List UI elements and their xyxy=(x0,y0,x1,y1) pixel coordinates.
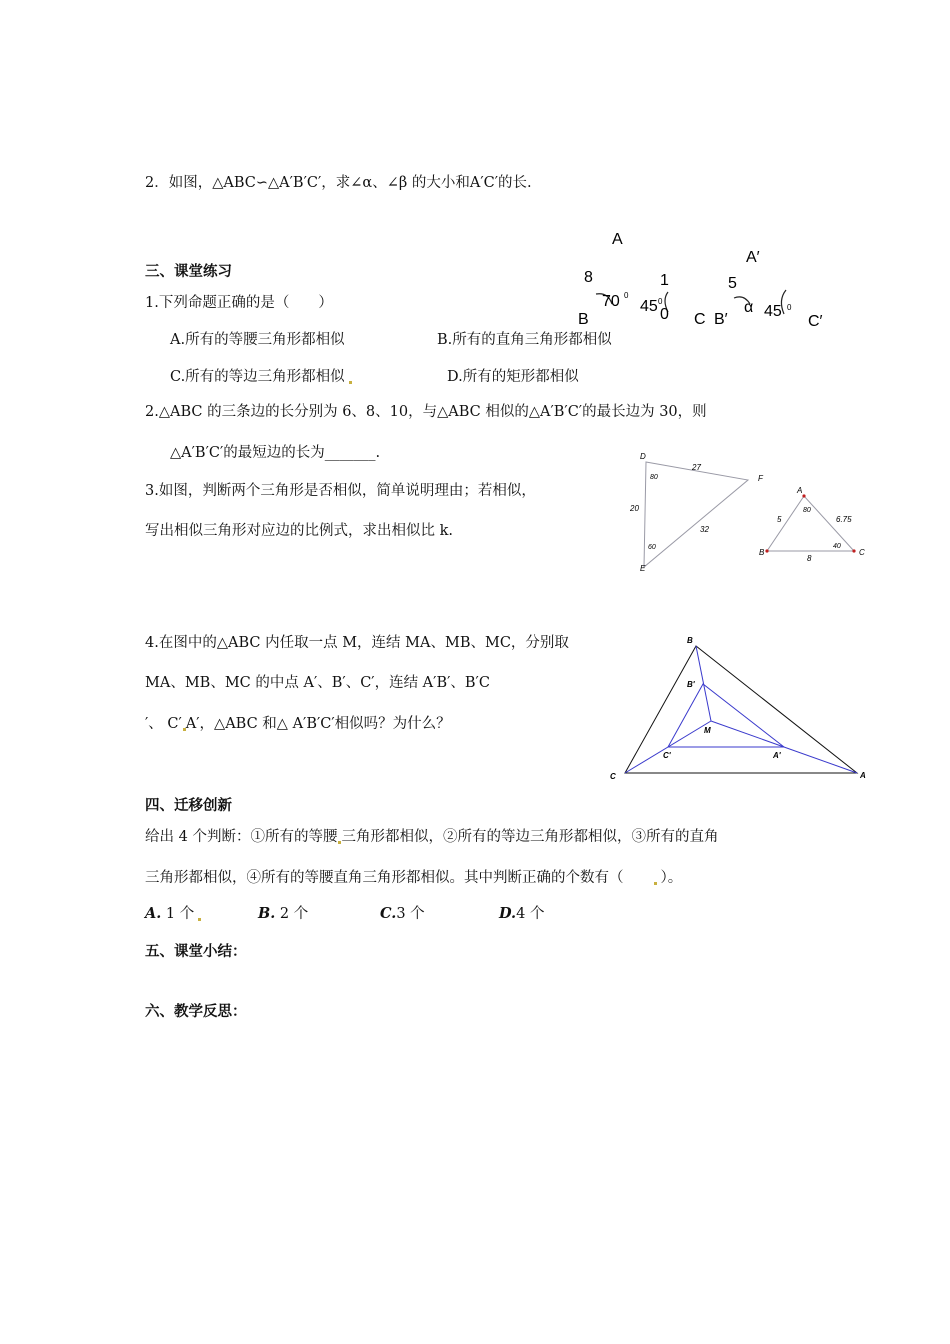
label-A: A xyxy=(860,771,866,780)
exercise-4-line-3 xyxy=(145,715,451,733)
option-b-letter: B. xyxy=(258,905,276,922)
label-side-10-b: 0 xyxy=(660,306,669,323)
exercise-1: 1.下列命题正确的是（ ） xyxy=(145,295,333,311)
marker-dot xyxy=(198,918,201,921)
label-side-10-a: 1 xyxy=(660,272,669,289)
triangles-def-abc-figure xyxy=(620,445,880,575)
point-C xyxy=(852,549,855,552)
option-d-text: 4 个 xyxy=(516,906,545,922)
label-A-prime: A′ xyxy=(746,249,760,266)
label-F: F xyxy=(758,474,763,483)
section-4-title: 四、迁移创新 xyxy=(145,798,232,814)
label-EF: 32 xyxy=(700,525,709,534)
exercise-1-option-b: B.所有的直角三角形都相似 xyxy=(437,332,612,348)
label-angle-45: 45 xyxy=(640,298,658,315)
label-angle-70: 70 xyxy=(602,293,620,310)
option-b-text: 2 个 xyxy=(275,906,309,922)
label-AC: 6.75 xyxy=(836,515,852,524)
label-C: C xyxy=(859,548,865,557)
section-6-title: 六、教学反思： xyxy=(145,1004,247,1020)
label-angle-45b: 45 xyxy=(764,303,782,320)
label-B: B xyxy=(759,548,765,557)
label-DF: 27 xyxy=(692,463,701,472)
section-4-line-1-b: 三角形都相似，②所有的等边三角形都相似，③所有的直角 xyxy=(341,829,719,845)
exercise-3-line-1: 3.如图，判断两个三角形是否相似，简单说明理由；若相似， xyxy=(145,483,536,499)
section-5-title: 五、课堂小结： xyxy=(145,944,247,960)
point-A xyxy=(802,494,805,497)
label-AB: 5 xyxy=(777,515,782,524)
label-side-8: 8 xyxy=(584,269,593,286)
section-3-title: 三、课堂练习 xyxy=(145,264,232,280)
exercise-1-option-a: A.所有的等腰三角形都相似 xyxy=(170,332,345,348)
label-angle-C: 40 xyxy=(833,543,841,550)
option-a xyxy=(145,905,205,923)
question-2: 2．如图，△ABC∽△A′B′C′，求∠α、∠β 的大小和A′C′的长. xyxy=(145,175,532,191)
label-angle-D: 80 xyxy=(650,474,658,481)
option-c-text: 3 个 xyxy=(396,906,425,922)
exercise-4-line-1: 4.在图中的△ABC 内任取一点 M，连结 MA、MB、MC，分别取 xyxy=(145,635,569,651)
similar-triangles-figure xyxy=(560,222,850,337)
option-c xyxy=(380,905,425,923)
exercise-2-line-1: 2.△ABC 的三条边的长分别为 6、8、10，与△ABC 相似的△A′B′C′的最长边为 30，则 xyxy=(145,404,707,420)
marker-dot xyxy=(349,381,352,384)
section-4-line-2 xyxy=(145,869,682,887)
option-b xyxy=(258,905,308,923)
triangle-ABC xyxy=(625,646,857,773)
label-B-prime: B′ xyxy=(714,311,728,328)
option-d xyxy=(499,905,544,923)
option-d-letter: D. xyxy=(499,905,517,922)
label-DE: 20 xyxy=(630,504,639,513)
triangle-midpoint-figure xyxy=(605,630,875,785)
segment-MB xyxy=(696,646,711,721)
exercise-1-option-c xyxy=(170,368,356,386)
triangle-DEF xyxy=(644,462,748,567)
label-C-prime: C' xyxy=(663,751,671,760)
label-BC: 8 xyxy=(807,554,812,563)
exercise-4-line-2: MA、MB、MC 的中点 A′、B′、C′，连结 A′B′、B′C xyxy=(145,675,490,691)
label-C: C xyxy=(610,772,616,781)
label-deg-45b: 0 xyxy=(787,303,792,312)
option-a-letter: A. xyxy=(145,905,162,922)
exercise-1-option-d: D.所有的矩形都相似 xyxy=(447,369,579,385)
marker-dot xyxy=(654,882,657,885)
label-E: E xyxy=(640,564,646,573)
label-angle-A: 80 xyxy=(803,507,811,514)
exercise-2-line-2: △A′B′C′的最短边的长为_______. xyxy=(170,445,381,461)
label-deg-70: 0 xyxy=(624,291,629,300)
option-c-text: C.所有的等边三角形都相似 xyxy=(170,369,345,385)
label-C: C xyxy=(694,311,706,328)
label-B: B xyxy=(578,311,589,328)
label-alpha: α xyxy=(744,299,754,316)
label-B-prime: B' xyxy=(687,680,695,689)
label-angle-E: 60 xyxy=(648,544,656,551)
option-a-text: 1 个 xyxy=(161,906,195,922)
point-B xyxy=(765,549,768,552)
section-4-line-1 xyxy=(145,828,718,846)
label-deg-45: 0 xyxy=(658,297,663,306)
exercise-4-line-3-a: ′、 C′ xyxy=(145,716,182,732)
exercise-3-line-2: 写出相似三角形对应边的比例式，求出相似比 k. xyxy=(145,523,454,539)
option-c-letter: C. xyxy=(380,905,397,922)
label-side-5: 5 xyxy=(728,275,737,292)
exercise-4-line-3-b: A′，△ABC 和△ A′B′C′相似吗？为什么？ xyxy=(185,716,451,732)
label-A: A xyxy=(797,486,803,495)
section-4-line-1-a: 给出 4 个判断：①所有的等腰 xyxy=(145,829,338,845)
triangle-A2B2C2 xyxy=(668,684,784,747)
label-A: A xyxy=(612,231,623,248)
label-D: D xyxy=(640,452,646,461)
section-4-line-2-b: ）。 xyxy=(660,870,683,886)
label-B: B xyxy=(687,636,693,645)
label-A-prime: A' xyxy=(773,751,781,760)
section-4-line-2-a: 三角形都相似，④所有的等腰直角三角形都相似。其中判断正确的个数有（ xyxy=(145,870,624,886)
angle-arc-C-prime xyxy=(781,290,786,314)
label-M: M xyxy=(704,726,711,735)
label-C-prime: C′ xyxy=(808,313,823,330)
